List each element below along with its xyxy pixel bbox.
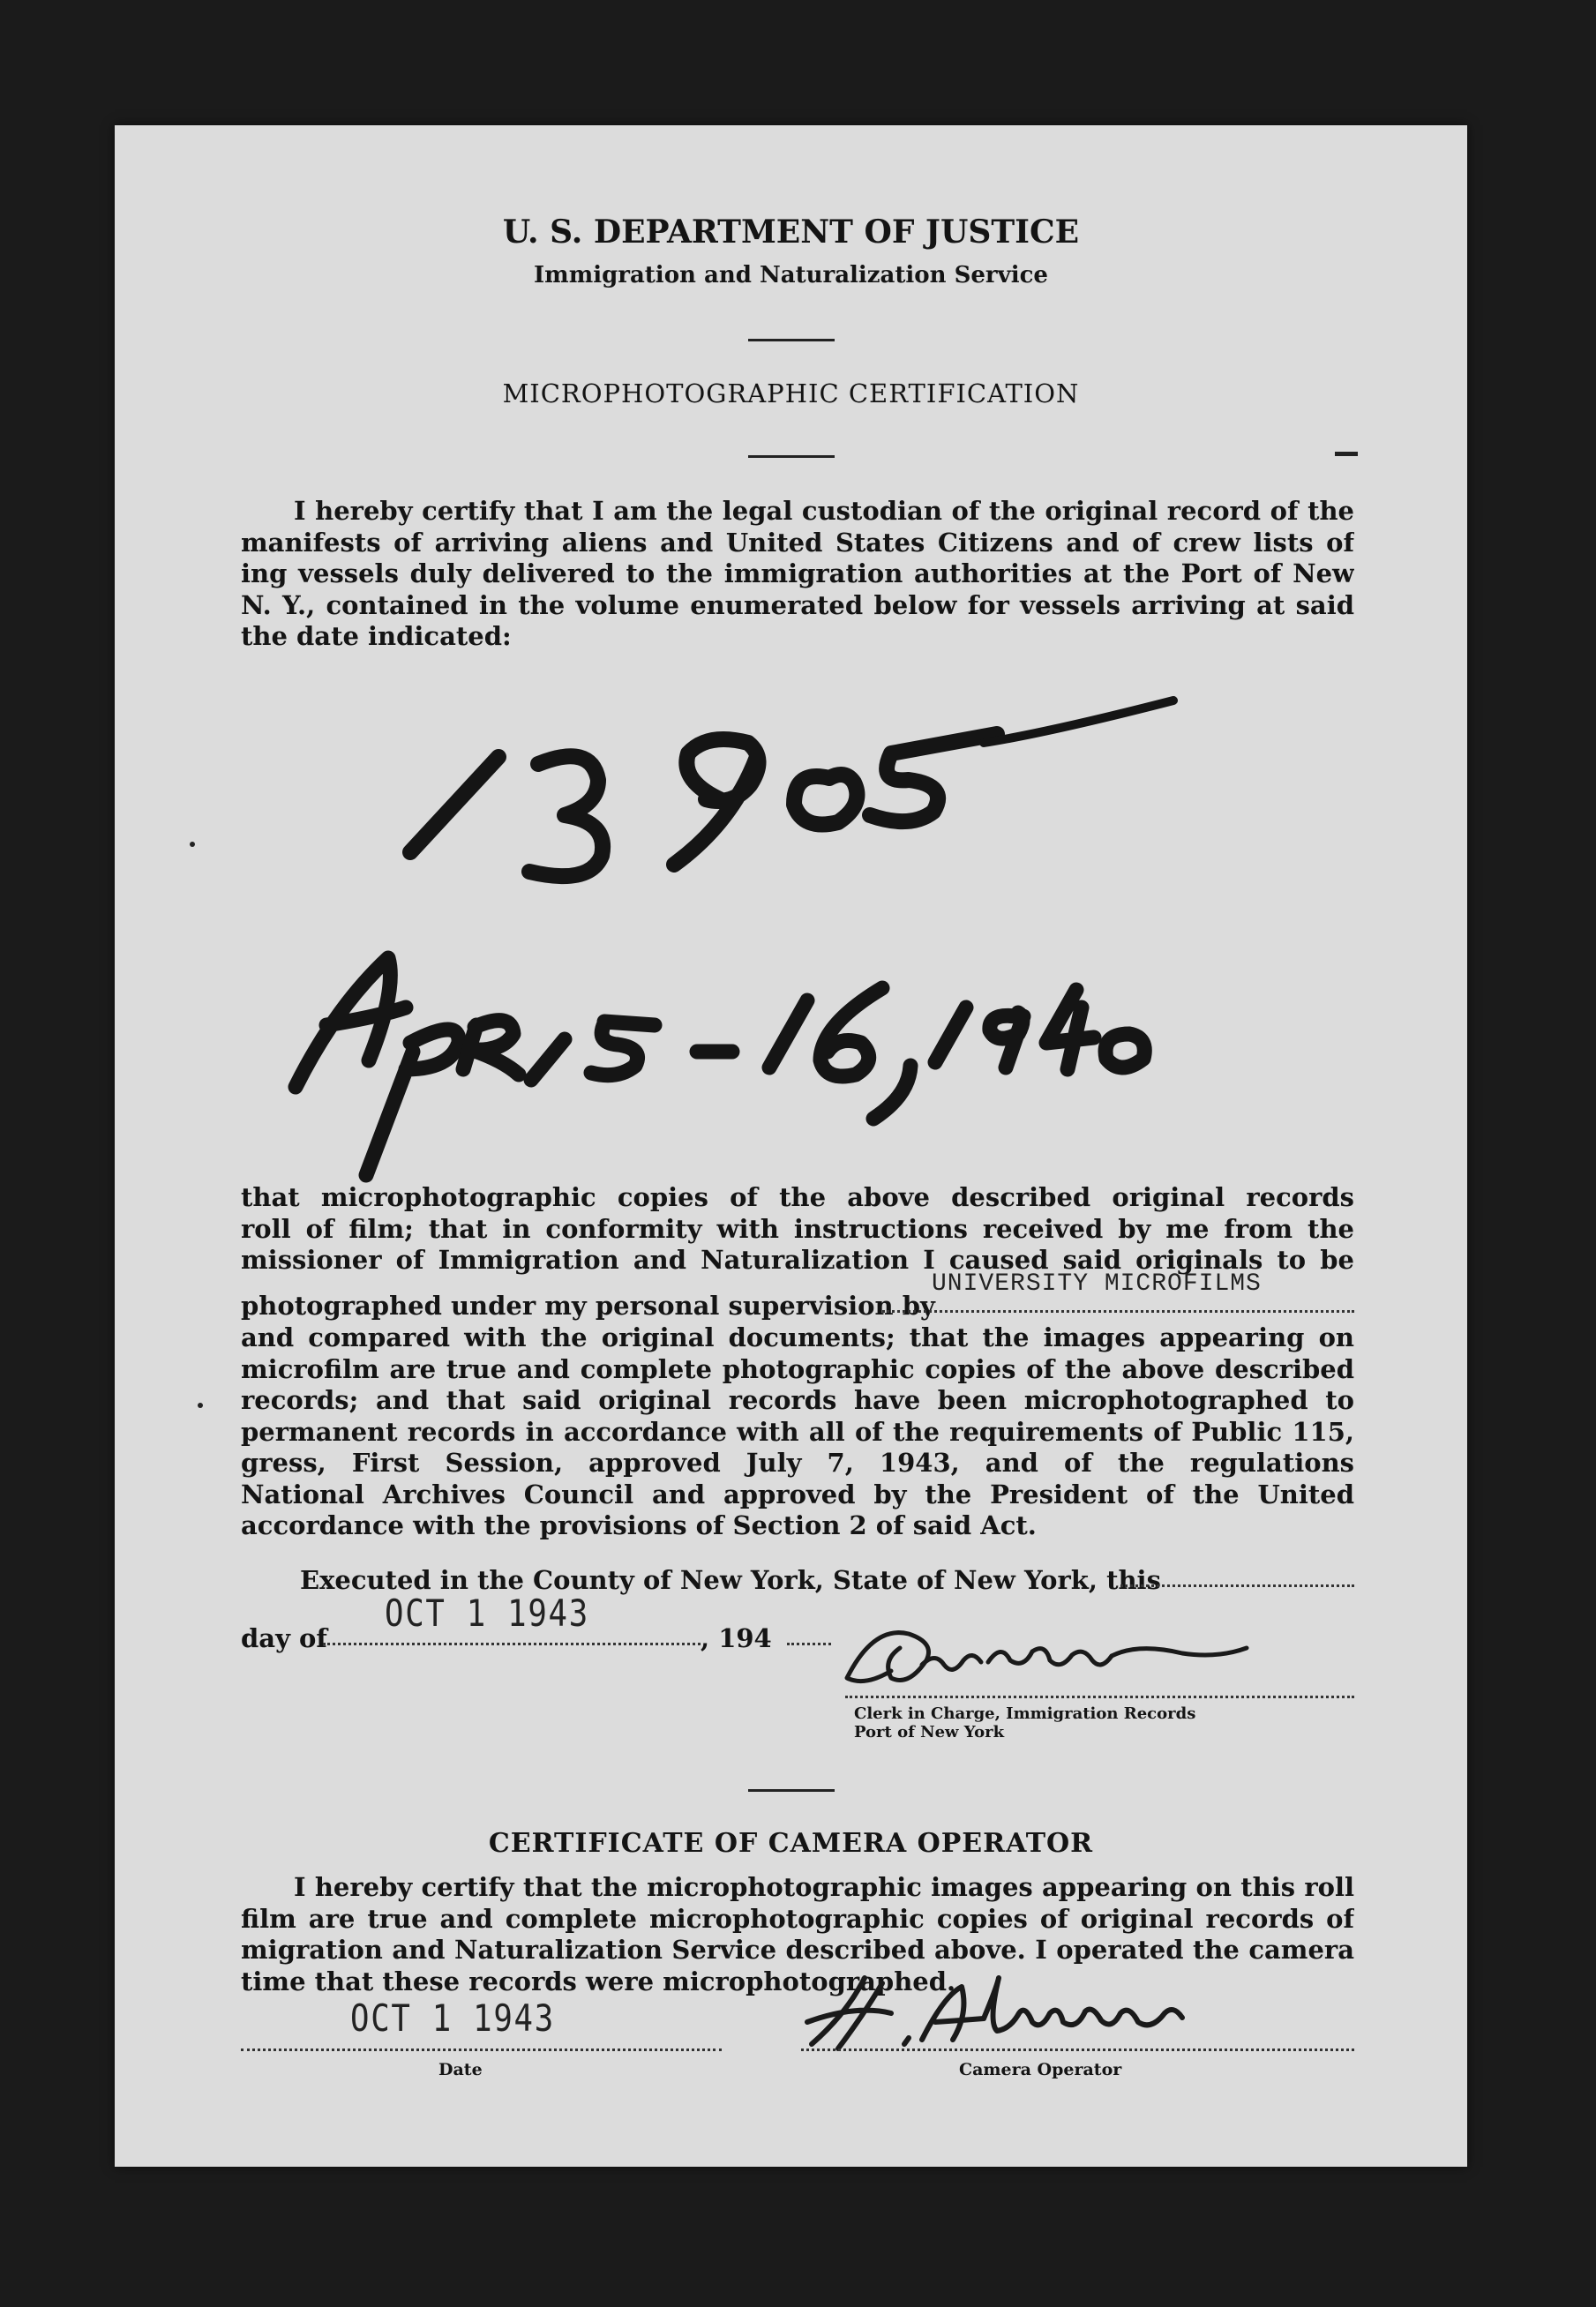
intro-line: ing vessels duly delivered to the immigration authorities at the Port of New xyxy=(241,558,1354,588)
year-prefix: , 194 xyxy=(701,1623,772,1653)
dust-speck xyxy=(198,1403,203,1408)
day-of-label: day of xyxy=(241,1623,327,1653)
intro-line: manifests of arriving aliens and United States Citizens and of crew lists of xyxy=(241,527,1354,558)
executed-statement: Executed in the County of New York, State of New York, this xyxy=(300,1565,1161,1595)
camera-line: migration and Naturalization Service described above. I operated the camera xyxy=(241,1935,1354,1965)
date-label: Date xyxy=(438,2060,483,2079)
clerk-port: Port of New York xyxy=(854,1723,1005,1741)
body-line: missioner of Immigration and Naturalization I caused said originals to be xyxy=(241,1245,1354,1275)
camera-certificate-title: CERTIFICATE OF CAMERA OPERATOR xyxy=(488,1828,1094,1859)
dust-speck xyxy=(190,842,195,847)
camera-line: I hereby certify that the microphotographic images appearing on this roll xyxy=(294,1872,1354,1902)
clerk-title: Clerk in Charge, Immigration Records xyxy=(854,1704,1196,1723)
photographed-by-label: photographed under my personal supervision by xyxy=(241,1291,935,1321)
date-stamp: OCT 1 1943 xyxy=(385,1592,589,1635)
body-line: National Archives Council and approved by the President of the United xyxy=(241,1479,1354,1509)
body-line: accordance with the provisions of Section 2 of said Act. xyxy=(241,1510,1037,1540)
body-line: and compared with the original documents; that the images appearing on xyxy=(241,1322,1354,1352)
body-line: records; and that said original records have been microphotographed to xyxy=(241,1385,1354,1415)
intro-line: I hereby certify that I am the legal custodian of the original record of the xyxy=(294,496,1354,526)
camera-date-stamp: OCT 1 1943 xyxy=(350,1996,555,2040)
body-line: microfilm are true and complete photographic copies of the above described xyxy=(241,1353,1354,1384)
certification-title: MICROPHOTOGRAPHIC CERTIFICATION xyxy=(502,378,1080,408)
camera-line: time that these records were microphotographed. xyxy=(241,1966,956,1996)
body-line: gress, First Session, approved July 7, 1943, and of the regulations xyxy=(241,1448,1354,1478)
body-line: permanent records in accordance with all of the requirements of Public 115, xyxy=(241,1416,1354,1447)
body-line: that microphotographic copies of the above described original records xyxy=(241,1182,1354,1212)
camera-operator-signature-line xyxy=(801,2049,1354,2051)
body-line: roll of film; that in conformity with instructions received by me from the xyxy=(241,1213,1354,1244)
certificate-page xyxy=(115,125,1467,2167)
typed-vendor-name: UNIVERSITY MICROFILMS xyxy=(932,1270,1262,1298)
intro-line: the date indicated: xyxy=(241,621,512,651)
agency-title: U. S. DEPARTMENT OF JUSTICE xyxy=(502,213,1080,251)
camera-line: film are true and complete microphotographic copies of original records of xyxy=(241,1903,1354,1934)
camera-operator-label: Camera Operator xyxy=(959,2060,1122,2079)
camera-operator-signature xyxy=(115,125,1467,2167)
intro-line: N. Y., contained in the volume enumerated below for vessels arriving at said xyxy=(241,589,1354,620)
service-subtitle: Immigration and Naturalization Service xyxy=(534,262,1048,288)
